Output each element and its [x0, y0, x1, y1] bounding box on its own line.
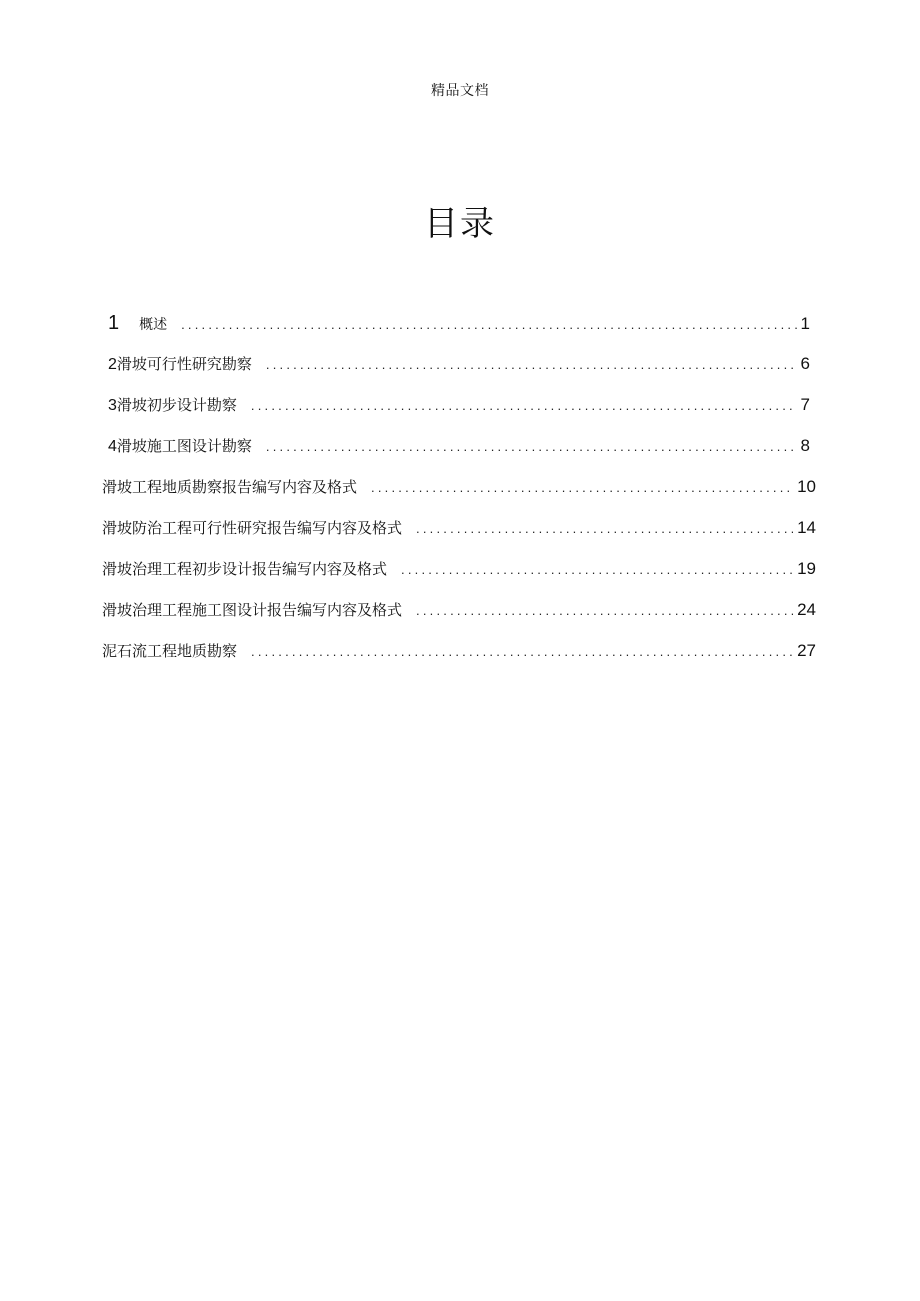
toc-entry-label: 滑坡可行性研究勘察	[116, 355, 252, 373]
toc-entry-number: 2	[108, 356, 117, 373]
toc-entry[interactable]	[102, 476, 816, 502]
toc-leader-dots	[416, 521, 793, 536]
toc-entry-label: 滑坡工程地质勘察报告编写内容及格式	[102, 478, 358, 496]
toc-entry-label: 泥石流工程地质勘察	[102, 642, 238, 660]
toc-entry-page: 1	[800, 314, 810, 333]
toc-entry-label: 滑坡治理工程施工图设计报告编写内容及格式	[102, 601, 403, 619]
toc-entry-page: 6	[800, 354, 810, 373]
page-header: 精品文档	[431, 83, 489, 99]
toc-leader-dots	[251, 398, 797, 413]
toc-entry-page: 19	[797, 559, 816, 578]
toc-leader-dots	[401, 562, 793, 577]
toc-leader-dots	[266, 357, 797, 372]
toc-entry-label: 滑坡施工图设计勘察	[116, 437, 252, 455]
toc-entry[interactable]	[102, 640, 816, 666]
toc-entry[interactable]	[108, 312, 810, 338]
toc-entry-label: 滑坡防治工程可行性研究报告编写内容及格式	[102, 519, 403, 537]
toc-entry-number: 1	[108, 312, 120, 334]
toc-entry-page: 14	[797, 518, 816, 537]
toc-entry-label: 概述	[139, 317, 168, 333]
toc-entry[interactable]	[108, 435, 810, 461]
toc-leader-dots	[181, 317, 796, 332]
toc-entry[interactable]	[108, 353, 810, 379]
toc-entry[interactable]	[102, 517, 816, 543]
toc-entry-page: 24	[797, 600, 816, 619]
toc-entry-page: 7	[800, 395, 810, 414]
toc-entry-page: 8	[800, 436, 810, 455]
toc-entry-number: 3	[108, 397, 117, 414]
toc-entry[interactable]	[108, 394, 810, 420]
toc-entry-page: 10	[797, 477, 816, 496]
toc-leader-dots	[416, 603, 793, 618]
toc-leader-dots	[266, 439, 797, 454]
page-title: 目录	[424, 204, 496, 244]
toc-entry-label: 滑坡初步设计勘察	[116, 396, 237, 414]
toc-leader-dots	[371, 480, 793, 495]
toc-leader-dots	[251, 644, 793, 659]
toc-entry-number: 4	[108, 438, 117, 455]
toc-entry[interactable]	[102, 599, 816, 625]
toc-entry[interactable]	[102, 558, 816, 584]
toc-entry-label: 滑坡治理工程初步设计报告编写内容及格式	[102, 560, 388, 578]
toc-entry-page: 27	[797, 641, 816, 660]
